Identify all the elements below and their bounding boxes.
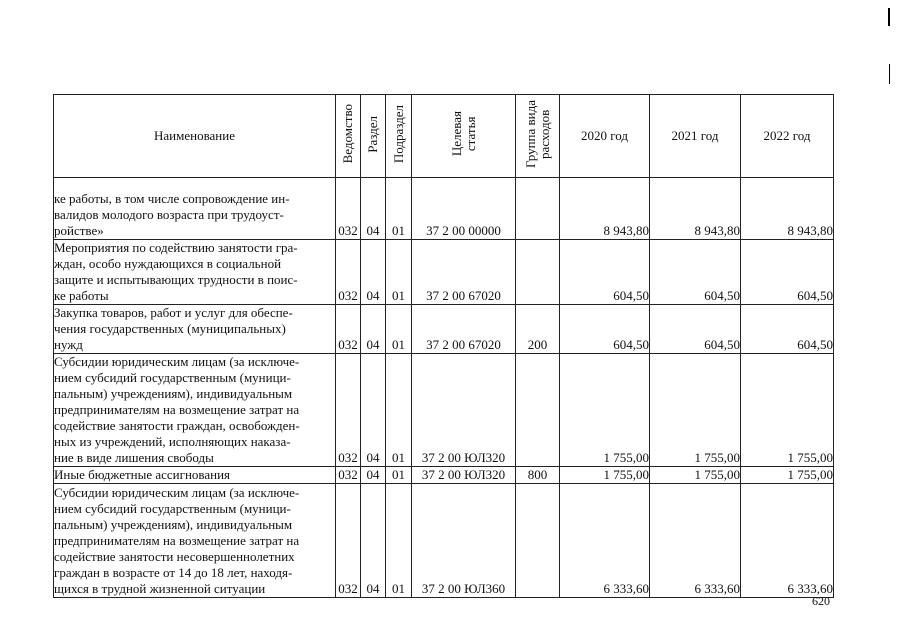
header-name: Наименование <box>54 95 336 178</box>
table-row <box>54 484 834 598</box>
header-gruppa-vida-rashodov <box>516 95 560 178</box>
row-value-2020: 8 943,80 <box>560 178 650 240</box>
header-gruppa-label: Группа вида расходов <box>522 100 552 168</box>
header-vedomstvo-label: Ведомство <box>340 104 355 164</box>
row-value-2022: 6 333,60 <box>741 484 834 598</box>
row-value-2020: 1 755,00 <box>560 354 650 467</box>
header-razdel-label: Раздел <box>365 115 380 153</box>
table-row <box>54 467 834 484</box>
row-name: Иные бюджетные ассигнования <box>54 467 336 484</box>
row-name: Мероприятия по содействию занятости гра- ждан, особо нуждающихся в социальной защите и испытывающих трудности в поис- ке работы <box>54 240 336 305</box>
row-celevaya-statya: 37 2 00 ЮЛ320 <box>412 354 516 467</box>
table-header-row <box>54 95 834 178</box>
row-gruppa <box>516 178 560 240</box>
page-edge-mark <box>888 8 890 26</box>
row-celevaya-statya: 37 2 00 00000 <box>412 178 516 240</box>
budget-table <box>53 94 834 598</box>
page-number: 620 <box>812 594 830 608</box>
table-row <box>54 178 834 240</box>
header-vedomstvo <box>336 95 361 178</box>
row-gruppa <box>516 484 560 598</box>
row-razdel: 04 <box>361 484 386 598</box>
header-celevaya-label: Целевая статья <box>448 111 478 157</box>
row-razdel: 04 <box>361 178 386 240</box>
row-gruppa: 800 <box>516 467 560 484</box>
table-row <box>54 240 834 305</box>
row-value-2020: 6 333,60 <box>560 484 650 598</box>
row-podrazdel: 01 <box>386 467 412 484</box>
row-name: Субсидии юридическим лицам (за исключе- нием субсидий государственным (муници- пальным) учреждениям), индивидуальным предпринимателям на возмещение затрат на содействие занятости граждан, освобожден- ных из учреждений, исполняющих наказа- ние в виде лишения свободы <box>54 354 336 467</box>
row-podrazdel: 01 <box>386 178 412 240</box>
header-podrazdel <box>386 95 412 178</box>
row-celevaya-statya: 37 2 00 67020 <box>412 240 516 305</box>
row-value-2022: 604,50 <box>741 305 834 354</box>
row-gruppa <box>516 240 560 305</box>
row-value-2020: 604,50 <box>560 305 650 354</box>
row-vedomstvo: 032 <box>336 467 361 484</box>
row-gruppa <box>516 354 560 467</box>
row-value-2022: 8 943,80 <box>741 178 834 240</box>
row-vedomstvo: 032 <box>336 178 361 240</box>
table-row <box>54 354 834 467</box>
row-name: Субсидии юридическим лицам (за исключе- нием субсидий государственным (муници- пальным) учреждениям), индивидуальным предпринимателям на возмещение затрат на содействие занятости несовершеннолетних граждан в возрасте от 14 до 18 лет, находя- щихся в трудной жизненной ситуации <box>54 484 336 598</box>
row-podrazdel: 01 <box>386 240 412 305</box>
row-value-2021: 8 943,80 <box>650 178 741 240</box>
row-celevaya-statya: 37 2 00 67020 <box>412 305 516 354</box>
row-name: ке работы, в том числе сопровождение ин- валидов молодого возраста при трудоуст- ройстве» <box>54 178 336 240</box>
row-name: Закупка товаров, работ и услуг для обеспе- чения государственных (муниципальных) нужд <box>54 305 336 354</box>
row-razdel: 04 <box>361 305 386 354</box>
row-gruppa: 200 <box>516 305 560 354</box>
row-value-2021: 1 755,00 <box>650 467 741 484</box>
row-value-2022: 1 755,00 <box>741 467 834 484</box>
header-2020: 2020 год <box>560 95 650 178</box>
row-celevaya-statya: 37 2 00 ЮЛ320 <box>412 467 516 484</box>
header-2021: 2021 год <box>650 95 741 178</box>
row-value-2020: 1 755,00 <box>560 467 650 484</box>
row-vedomstvo: 032 <box>336 240 361 305</box>
row-celevaya-statya: 37 2 00 ЮЛ360 <box>412 484 516 598</box>
row-value-2020: 604,50 <box>560 240 650 305</box>
row-podrazdel: 01 <box>386 305 412 354</box>
row-value-2022: 1 755,00 <box>741 354 834 467</box>
row-razdel: 04 <box>361 354 386 467</box>
row-value-2021: 1 755,00 <box>650 354 741 467</box>
row-podrazdel: 01 <box>386 484 412 598</box>
row-vedomstvo: 032 <box>336 354 361 467</box>
header-razdel <box>361 95 386 178</box>
row-value-2021: 604,50 <box>650 240 741 305</box>
header-celevaya-statya <box>412 95 516 178</box>
row-value-2021: 604,50 <box>650 305 741 354</box>
row-razdel: 04 <box>361 467 386 484</box>
page-edge-mark-lower <box>889 64 890 84</box>
row-razdel: 04 <box>361 240 386 305</box>
table-row <box>54 305 834 354</box>
row-vedomstvo: 032 <box>336 305 361 354</box>
row-podrazdel: 01 <box>386 354 412 467</box>
header-2022: 2022 год <box>741 95 834 178</box>
header-podrazdel-label: Подраздел <box>390 104 406 164</box>
row-value-2021: 6 333,60 <box>650 484 741 598</box>
row-value-2022: 604,50 <box>741 240 834 305</box>
row-vedomstvo: 032 <box>336 484 361 598</box>
